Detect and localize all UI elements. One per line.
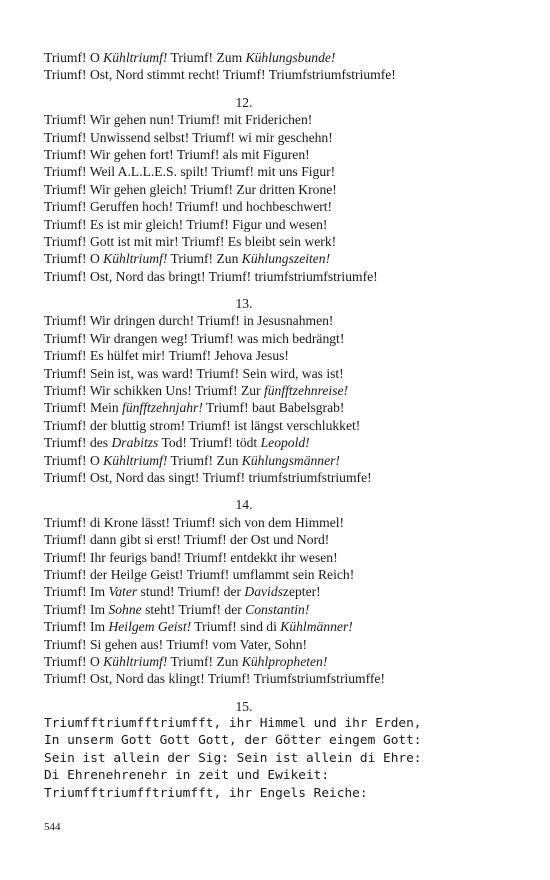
verse-line [44,417,444,434]
verse-line [44,250,444,267]
verse-line [44,111,444,128]
text-segment: Triumf! dann gibt si erst! Triumf! der Ost und Nord! [44,532,330,548]
verse-line [44,670,444,687]
text-segment: Triumf! baut Babelsgrab! [202,400,345,416]
text-segment: steht! Triumf! der [141,601,246,617]
text-segment: Triumf! Zun [167,452,242,468]
stanza [44,496,444,687]
text-segment: Triumf! Ost, Nord das bringt! Triumf! triumfstriumfstriumfe! [44,268,378,284]
text-segment: Triumf! Wir dringen durch! Triumf! in Jesusnahmen! [44,313,334,329]
text-segment: Triumf! der bluttig strom! Triumf! ist längst verschlukket! [44,417,361,433]
italic-text: Constantin! [245,601,310,617]
italic-text: fünfftzehnreise! [263,383,349,399]
text-segment: Tod! Triumf! tödt [158,435,261,451]
verse-line [44,750,444,767]
text-segment: Triumf! Wir drangen weg! Triumf! was mich bedrängt! [44,330,345,346]
italic-text: Leopold! [260,435,310,451]
verse-line [44,233,444,250]
text-segment: Triumf! sind di [191,619,281,635]
italic-text: Kühlpropheten! [241,653,328,669]
verse-line [44,216,444,233]
verse-line [44,347,444,364]
verse-line [44,618,444,635]
italic-text: Kühltriumf! [103,251,168,267]
text-segment: Triumfftriumfftriumfft, ihr Himmel und ihr Erden, [44,716,422,732]
verse-line [44,549,444,566]
verse-line [44,198,444,215]
verse-line [44,181,444,198]
verse-line [44,146,444,163]
text-segment: Triumf! Zun [167,653,242,669]
text-segment: Triumf! Gott ist mit mir! Triumf! Es bleibt sein werk! [44,233,337,249]
text-segment: Triumf! Es ist mir gleich! Triumf! Figur und wesen! [44,216,328,232]
verse-line [44,653,444,670]
text-segment: Triumf! O [44,50,104,65]
verse-line [44,636,444,653]
verse-line [44,365,444,382]
text-segment: Triumf! Zum [167,50,246,65]
stanza-number: 13. [235,296,253,312]
italic-text: Drabitzs [111,435,159,451]
verse-line [44,767,444,784]
text-segment: Triumf! Geruffen hoch! Triumf! und hochbeschwert! [44,199,333,215]
text-segment: In unserm Gott Gott Gott, der Götter eingem Gott: [44,733,422,749]
text-segment: Triumf! Es hülfet mir! Triumf! Jehova Jesus! [44,348,289,364]
text-segment: Triumf! Im [44,619,109,635]
text-segment: Triumf! Zun [167,251,242,267]
italic-text: Vater [108,584,138,600]
text-segment: Triumf! O [44,452,104,468]
italic-text: Kühlungsbunde! [245,50,336,65]
stanza-number: 14. [235,497,253,513]
text-segment: Triumf! di Krone lässt! Triumf! sich von dem Himmel! [44,514,345,530]
text-segment: Triumf! des [44,435,112,451]
text-segment: Triumf! Weil A.L.L.E.S. spilt! Triumf! mit uns Figur! [44,164,336,180]
text-segment: Triumf! Wir gehen gleich! Triumf! Zur dritten Krone! [44,181,337,197]
text-segment: Triumf! Ost, Nord das singt! Triumf! triumfstriumfstriumfe! [44,469,372,485]
verse-line [44,715,444,732]
verse-line [44,434,444,451]
text-segment: Triumf! Im [44,584,109,600]
verse-line [44,312,444,329]
italic-text: fünfftzehnjahr! [122,400,203,416]
verse-line [44,66,444,83]
stanza-number: 15. [235,698,253,714]
italic-text: Kühlungszeiten! [241,251,331,267]
verse-line [44,330,444,347]
verse-line [44,566,444,583]
text-segment: stund! Triumf! der [137,584,245,600]
page-number: 544 [44,821,61,833]
verse-line [44,49,444,66]
verse-line [44,732,444,749]
italic-text: Kühlungsmänner! [241,452,340,468]
text-segment: Triumf! Wir schikken Uns! Triumf! Zur [44,383,264,399]
verse-line [44,163,444,180]
poem-text [44,49,444,802]
text-segment: Triumf! O [44,251,104,267]
text-segment: Triumf! Ost, Nord das klingt! Triumf! Triumfstriumfstriumffe! [44,671,385,687]
verse-line [44,268,444,285]
text-segment: Triumf! Ost, Nord stimmt recht! Triumf! Triumfstriumfstriumfe! [44,67,396,83]
text-segment: Triumf! Mein [44,400,123,416]
verse-line [44,452,444,469]
text-segment: Triumfftriumfftriumfft, ihr Engels Reiche: [44,785,368,801]
italic-text: Sohne [108,601,142,617]
verse-line [44,514,444,531]
text-segment: Triumf! Unwissend selbst! Triumf! wi mir geschehn! [44,129,333,145]
italic-text: Kühlmänner! [280,619,353,635]
text-segment: Triumf! Wir gehen fort! Triumf! als mit Figuren! [44,146,310,162]
italic-text: Heilgem Geist! [108,619,192,635]
text-segment: Triumf! O [44,653,104,669]
verse-line [44,583,444,600]
text-segment: Di Ehrenehrenehr in zeit und Ewikeit: [44,768,330,784]
verse-line [44,469,444,486]
stanza [44,94,444,285]
text-segment: Triumf! Si gehen aus! Triumf! vom Vater, Sohn! [44,636,308,652]
stanza [44,698,444,802]
italic-text: Kühltriumf! [103,50,168,65]
verse-line [44,601,444,618]
verse-line [44,382,444,399]
stanza [44,295,444,486]
stanza-number: 12. [235,94,253,110]
italic-text: Davids [244,584,283,600]
text-segment: Triumf! Sein ist, was ward! Triumf! Sein wird, was ist! [44,365,344,381]
verse-line [44,785,444,802]
italic-text: Kühltriumf! [103,452,168,468]
text-segment: Triumf! Im [44,601,109,617]
text-segment: zepter! [282,584,321,600]
italic-text: Kühltriumf! [103,653,168,669]
text-segment: Triumf! Wir gehen nun! Triumf! mit Friderichen! [44,112,313,128]
text-segment: Triumf! der Heilge Geist! Triumf! umflammt sein Reich! [44,566,355,582]
verse-line [44,531,444,548]
stanza-continuation [44,49,444,84]
verse-line [44,129,444,146]
verse-line [44,399,444,416]
text-segment: Triumf! Ihr feurigs band! Triumf! entdekkt ihr wesen! [44,549,338,565]
text-segment: Sein ist allein der Sig: Sein ist allein di Ehre: [44,750,422,766]
